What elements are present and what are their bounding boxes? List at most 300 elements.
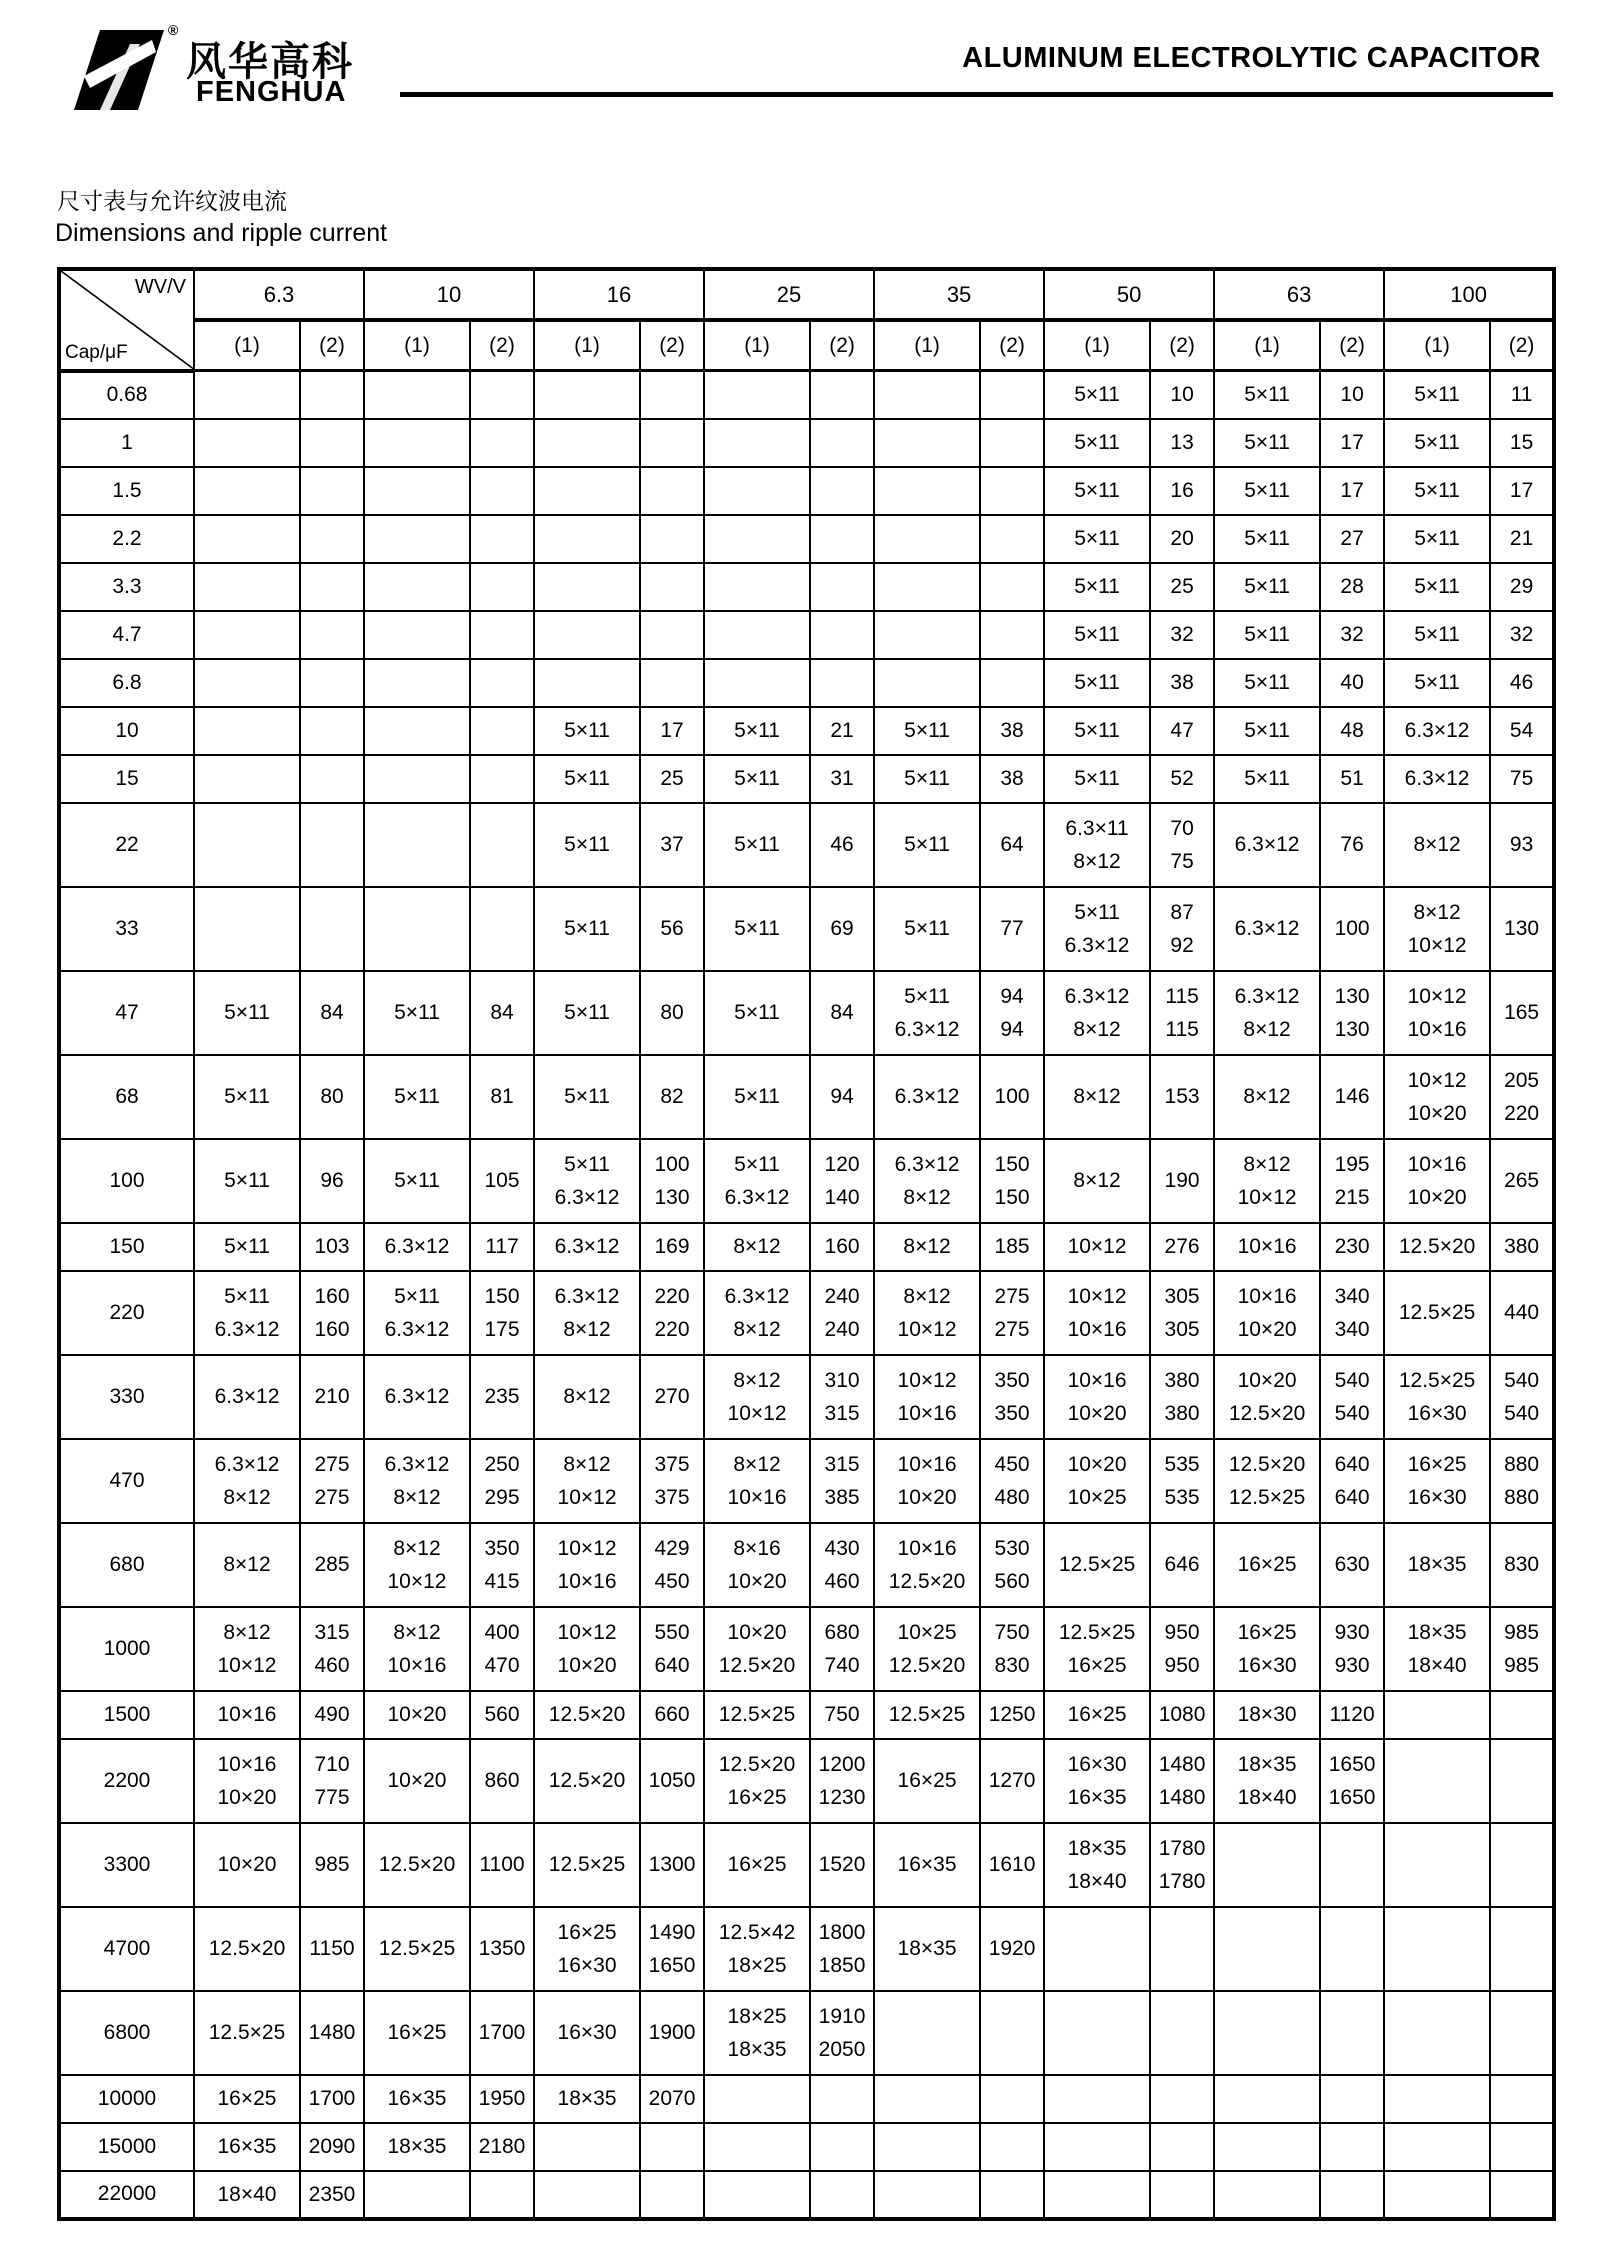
capacitance-value: 1.5 <box>59 467 194 515</box>
size-cell: 5×11 <box>1384 659 1490 707</box>
size-cell: 10×16 10×20 <box>194 1739 300 1823</box>
size-cell <box>1384 1991 1490 2075</box>
table-row <box>59 659 1554 707</box>
size-cell <box>874 515 980 563</box>
ripple-cell <box>980 2075 1044 2123</box>
voltage-header-row <box>59 269 1554 320</box>
size-cell: 16×30 16×35 <box>1044 1739 1150 1823</box>
ripple-cell: 87 92 <box>1150 887 1214 971</box>
size-cell: 6.3×12 8×12 <box>704 1271 810 1355</box>
size-cell <box>534 659 640 707</box>
subheader-ripple: (2) <box>980 320 1044 371</box>
ripple-cell <box>980 1991 1044 2075</box>
table-row <box>59 563 1554 611</box>
capacitance-value: 22000 <box>59 2171 194 2219</box>
ripple-cell: 77 <box>980 887 1044 971</box>
size-cell <box>364 755 470 803</box>
ripple-cell: 48 <box>1320 707 1384 755</box>
ripple-cell: 220 220 <box>640 1271 704 1355</box>
size-cell <box>874 2171 980 2219</box>
subheader-ripple: (2) <box>300 320 364 371</box>
table-row <box>59 419 1554 467</box>
ripple-cell <box>470 2171 534 2219</box>
document-title: ALUMINUM ELECTROLYTIC CAPACITOR <box>962 42 1541 74</box>
ripple-cell: 930 930 <box>1320 1607 1384 1691</box>
size-cell <box>534 419 640 467</box>
table-row <box>59 1523 1554 1607</box>
size-cell: 10×12 <box>1044 1223 1150 1271</box>
size-cell: 8×12 10×12 <box>704 1355 810 1439</box>
size-cell <box>874 419 980 467</box>
size-cell <box>194 467 300 515</box>
ripple-cell: 1050 <box>640 1739 704 1823</box>
size-cell <box>704 419 810 467</box>
size-cell: 8×12 <box>534 1355 640 1439</box>
ripple-cell: 440 <box>1490 1271 1554 1355</box>
ripple-cell: 80 <box>300 1055 364 1139</box>
ripple-cell: 1800 1850 <box>810 1907 874 1991</box>
ripple-cell <box>300 467 364 515</box>
size-cell: 16×25 16×30 <box>1214 1607 1320 1691</box>
ripple-cell <box>980 2123 1044 2171</box>
size-cell: 16×25 <box>364 1991 470 2075</box>
size-cell: 5×11 6.3×12 <box>874 971 980 1055</box>
size-cell: 5×11 <box>1214 611 1320 659</box>
table-row <box>59 707 1554 755</box>
size-cell: 6.3×12 8×12 <box>194 1439 300 1523</box>
ripple-cell <box>1150 2123 1214 2171</box>
size-cell: 5×11 6.3×12 <box>1044 887 1150 971</box>
capacitance-value: 4700 <box>59 1907 194 1991</box>
size-cell: 16×25 16×30 <box>1384 1439 1490 1523</box>
ripple-cell: 250 295 <box>470 1439 534 1523</box>
ripple-cell: 17 <box>1320 419 1384 467</box>
size-cell: 6.3×12 <box>1214 887 1320 971</box>
size-cell <box>704 659 810 707</box>
capacitance-value: 150 <box>59 1223 194 1271</box>
ripple-cell: 93 <box>1490 803 1554 887</box>
ripple-cell <box>640 419 704 467</box>
ripple-cell: 235 <box>470 1355 534 1439</box>
ripple-cell <box>980 371 1044 419</box>
ripple-cell <box>980 515 1044 563</box>
size-cell: 5×11 <box>1044 755 1150 803</box>
size-cell: 12.5×25 <box>874 1691 980 1739</box>
ripple-cell <box>470 419 534 467</box>
subheader-size: (1) <box>364 320 470 371</box>
registered-trademark-icon: ® <box>168 22 179 38</box>
size-cell: 5×11 <box>534 971 640 1055</box>
size-cell: 5×11 <box>534 755 640 803</box>
ripple-cell: 105 <box>470 1139 534 1223</box>
section-title-chinese: 尺寸表与允许纹波电流 <box>57 188 287 214</box>
size-cell: 12.5×20 <box>364 1823 470 1907</box>
ripple-cell <box>300 707 364 755</box>
voltage-header-63v: 63 <box>1214 269 1384 320</box>
ripple-cell <box>640 2171 704 2219</box>
size-cell: 5×11 <box>534 887 640 971</box>
ripple-cell <box>1150 2171 1214 2219</box>
subheader-size: (1) <box>534 320 640 371</box>
size-cell <box>874 1991 980 2075</box>
ripple-cell: 285 <box>300 1523 364 1607</box>
table-row <box>59 371 1554 419</box>
size-cell: 5×11 <box>534 707 640 755</box>
ripple-cell: 20 <box>1150 515 1214 563</box>
size-cell <box>364 659 470 707</box>
size-cell <box>364 419 470 467</box>
size-cell <box>1214 2171 1320 2219</box>
ripple-cell: 15 <box>1490 419 1554 467</box>
ripple-cell <box>300 563 364 611</box>
size-cell: 18×35 18×40 <box>1214 1739 1320 1823</box>
size-cell: 12.5×20 16×25 <box>704 1739 810 1823</box>
size-cell: 8×12 10×12 <box>874 1271 980 1355</box>
ripple-cell: 1270 <box>980 1739 1044 1823</box>
ripple-cell: 40 <box>1320 659 1384 707</box>
ripple-cell <box>980 611 1044 659</box>
size-cell <box>534 2123 640 2171</box>
size-cell: 12.5×25 16×25 <box>1044 1607 1150 1691</box>
ripple-cell: 985 985 <box>1490 1607 1554 1691</box>
size-cell <box>704 611 810 659</box>
size-cell: 12.5×25 16×30 <box>1384 1355 1490 1439</box>
size-cell: 16×35 <box>874 1823 980 1907</box>
size-cell <box>874 563 980 611</box>
size-cell: 6.3×12 <box>194 1355 300 1439</box>
size-cell <box>364 2171 470 2219</box>
size-cell: 5×11 6.3×12 <box>704 1139 810 1223</box>
size-cell: 8×12 <box>194 1523 300 1607</box>
capacitance-value: 1000 <box>59 1607 194 1691</box>
ripple-cell: 660 <box>640 1691 704 1739</box>
size-cell: 10×12 10×20 <box>1384 1055 1490 1139</box>
size-cell: 8×12 <box>704 1223 810 1271</box>
capacitance-value: 2200 <box>59 1739 194 1823</box>
ripple-cell: 1120 <box>1320 1691 1384 1739</box>
ripple-cell: 1100 <box>470 1823 534 1907</box>
ripple-cell <box>640 611 704 659</box>
ripple-cell: 380 <box>1490 1223 1554 1271</box>
ripple-cell: 190 <box>1150 1139 1214 1223</box>
table-row <box>59 971 1554 1055</box>
size-cell: 6.3×12 <box>1384 707 1490 755</box>
size-cell: 18×35 <box>874 1907 980 1991</box>
ripple-cell: 490 <box>300 1691 364 1739</box>
size-cell: 16×25 16×30 <box>534 1907 640 1991</box>
size-cell: 5×11 <box>1044 419 1150 467</box>
ripple-cell <box>1150 2075 1214 2123</box>
ripple-cell: 400 470 <box>470 1607 534 1691</box>
size-cell: 18×35 <box>1384 1523 1490 1607</box>
ripple-cell: 240 240 <box>810 1271 874 1355</box>
size-cell <box>704 2123 810 2171</box>
capacitance-value: 10 <box>59 707 194 755</box>
voltage-header-16v: 16 <box>534 269 704 320</box>
ripple-cell <box>1490 2123 1554 2171</box>
ripple-cell <box>1320 1991 1384 2075</box>
size-cell: 5×11 <box>874 803 980 887</box>
ripple-cell: 860 <box>470 1739 534 1823</box>
brand-name-chinese: 风华高科 <box>186 40 354 84</box>
ripple-cell <box>470 803 534 887</box>
ripple-cell <box>300 419 364 467</box>
size-cell: 10×16 <box>194 1691 300 1739</box>
size-cell: 5×11 <box>704 1055 810 1139</box>
size-cell: 12.5×25 <box>704 1691 810 1739</box>
size-cell: 16×25 <box>1044 1691 1150 1739</box>
size-cell: 5×11 <box>874 887 980 971</box>
capacitance-value: 0.68 <box>59 371 194 419</box>
size-cell: 12.5×25 <box>534 1823 640 1907</box>
ripple-cell <box>1320 1823 1384 1907</box>
ripple-cell: 80 <box>640 971 704 1055</box>
ripple-cell: 17 <box>640 707 704 755</box>
ripple-cell: 17 <box>1320 467 1384 515</box>
size-cell: 18×35 <box>534 2075 640 2123</box>
capacitance-value: 1500 <box>59 1691 194 1739</box>
subheader-size: (1) <box>874 320 980 371</box>
ripple-cell <box>1490 1907 1554 1991</box>
size-cell: 5×11 <box>874 707 980 755</box>
size-cell <box>1044 2171 1150 2219</box>
ripple-cell: 640 640 <box>1320 1439 1384 1523</box>
subheader-ripple: (2) <box>640 320 704 371</box>
size-cell: 16×35 <box>194 2123 300 2171</box>
size-cell <box>1384 2171 1490 2219</box>
size-cell <box>364 371 470 419</box>
size-cell: 8×12 10×16 <box>704 1439 810 1523</box>
size-cell: 10×20 12.5×20 <box>704 1607 810 1691</box>
ripple-cell <box>300 515 364 563</box>
capacitance-value: 3.3 <box>59 563 194 611</box>
ripple-cell: 880 880 <box>1490 1439 1554 1523</box>
table-row <box>59 515 1554 563</box>
ripple-cell <box>1320 1907 1384 1991</box>
size-cell: 5×11 <box>194 1223 300 1271</box>
ripple-cell: 1610 <box>980 1823 1044 1907</box>
ripple-cell: 31 <box>810 755 874 803</box>
ripple-cell: 21 <box>1490 515 1554 563</box>
table-row <box>59 1907 1554 1991</box>
table-row <box>59 887 1554 971</box>
size-cell: 5×11 <box>1384 371 1490 419</box>
size-cell <box>194 563 300 611</box>
table-row <box>59 1739 1554 1823</box>
size-cell <box>364 887 470 971</box>
subheader-size: (1) <box>194 320 300 371</box>
table-body <box>59 371 1554 2219</box>
size-cell <box>874 467 980 515</box>
subheader-ripple: (2) <box>810 320 874 371</box>
capacitance-value: 2.2 <box>59 515 194 563</box>
ripple-cell <box>1320 2123 1384 2171</box>
ripple-cell: 315 460 <box>300 1607 364 1691</box>
size-cell: 5×11 <box>1384 467 1490 515</box>
ripple-cell: 375 375 <box>640 1439 704 1523</box>
ripple-cell: 54 <box>1490 707 1554 755</box>
size-cell <box>194 515 300 563</box>
ripple-cell <box>980 2171 1044 2219</box>
ripple-cell: 153 <box>1150 1055 1214 1139</box>
size-cell: 5×11 <box>1214 707 1320 755</box>
ripple-cell <box>810 371 874 419</box>
size-cell <box>1384 1691 1490 1739</box>
size-cell <box>874 611 980 659</box>
ripple-cell: 82 <box>640 1055 704 1139</box>
size-cell: 10×20 10×25 <box>1044 1439 1150 1523</box>
size-cell: 8×12 <box>874 1223 980 1271</box>
size-cell <box>194 371 300 419</box>
size-cell: 8×12 <box>1214 1055 1320 1139</box>
size-cell: 8×12 10×12 <box>534 1439 640 1523</box>
ripple-cell <box>1490 1823 1554 1907</box>
size-cell <box>874 659 980 707</box>
size-cell: 6.3×12 <box>534 1223 640 1271</box>
size-cell <box>364 611 470 659</box>
size-cell: 6.3×11 8×12 <box>1044 803 1150 887</box>
ripple-cell: 2180 <box>470 2123 534 2171</box>
ripple-cell <box>300 887 364 971</box>
size-cell: 10×12 10×16 <box>1044 1271 1150 1355</box>
capacitance-value: 3300 <box>59 1823 194 1907</box>
size-cell <box>1384 2075 1490 2123</box>
ripple-cell: 160 <box>810 1223 874 1271</box>
size-cell: 5×11 <box>1384 515 1490 563</box>
size-cell: 18×40 <box>194 2171 300 2219</box>
size-cell <box>364 563 470 611</box>
size-cell: 18×25 18×35 <box>704 1991 810 2075</box>
size-cell <box>534 467 640 515</box>
capacitance-value: 100 <box>59 1139 194 1223</box>
ripple-cell <box>1320 2171 1384 2219</box>
size-cell: 5×11 <box>704 887 810 971</box>
ripple-cell: 1250 <box>980 1691 1044 1739</box>
ripple-cell: 680 740 <box>810 1607 874 1691</box>
ripple-cell <box>300 371 364 419</box>
ripple-cell: 1520 <box>810 1823 874 1907</box>
capacitance-value: 330 <box>59 1355 194 1439</box>
size-cell: 5×11 <box>1044 467 1150 515</box>
size-cell <box>194 419 300 467</box>
ripple-cell <box>1490 2171 1554 2219</box>
subheader-size: (1) <box>1384 320 1490 371</box>
size-cell <box>194 707 300 755</box>
ripple-cell: 205 220 <box>1490 1055 1554 1139</box>
ripple-cell: 985 <box>300 1823 364 1907</box>
ripple-cell <box>640 515 704 563</box>
voltage-header-25v: 25 <box>704 269 874 320</box>
ripple-cell: 84 <box>810 971 874 1055</box>
ripple-cell: 32 <box>1320 611 1384 659</box>
ripple-cell: 2090 <box>300 2123 364 2171</box>
ripple-cell: 64 <box>980 803 1044 887</box>
size-cell: 12.5×20 12.5×25 <box>1214 1439 1320 1523</box>
ripple-cell: 830 <box>1490 1523 1554 1607</box>
table-row <box>59 1055 1554 1139</box>
ripple-cell <box>980 419 1044 467</box>
size-cell: 10×12 10×16 <box>1384 971 1490 1055</box>
ripple-cell: 1780 1780 <box>1150 1823 1214 1907</box>
ripple-cell: 52 <box>1150 755 1214 803</box>
ripple-cell <box>1490 1691 1554 1739</box>
ripple-cell: 1200 1230 <box>810 1739 874 1823</box>
table-row <box>59 1607 1554 1691</box>
ripple-cell <box>470 659 534 707</box>
subheader-ripple: (2) <box>470 320 534 371</box>
ripple-cell: 17 <box>1490 467 1554 515</box>
size-cell: 5×11 <box>1044 371 1150 419</box>
ripple-cell: 210 <box>300 1355 364 1439</box>
ripple-cell: 150 150 <box>980 1139 1044 1223</box>
ripple-cell: 185 <box>980 1223 1044 1271</box>
ripple-cell <box>1150 1991 1214 2075</box>
size-cell <box>534 371 640 419</box>
ripple-cell: 195 215 <box>1320 1139 1384 1223</box>
size-cell: 5×11 <box>1044 563 1150 611</box>
size-cell <box>194 611 300 659</box>
ripple-cell: 380 380 <box>1150 1355 1214 1439</box>
capacitance-value: 15000 <box>59 2123 194 2171</box>
size-cell: 6.3×12 <box>1214 803 1320 887</box>
ripple-cell: 150 175 <box>470 1271 534 1355</box>
size-cell: 12.5×25 <box>194 1991 300 2075</box>
corner-capacitance-label: Cap/μF <box>65 341 128 363</box>
table-row <box>59 2123 1554 2171</box>
ripple-cell: 94 <box>810 1055 874 1139</box>
table-row <box>59 611 1554 659</box>
capacitance-value: 6800 <box>59 1991 194 2075</box>
capacitance-value: 6.8 <box>59 659 194 707</box>
size-cell: 10×16 10×20 <box>1384 1139 1490 1223</box>
table-row <box>59 803 1554 887</box>
ripple-cell: 340 340 <box>1320 1271 1384 1355</box>
ripple-cell: 750 <box>810 1691 874 1739</box>
ripple-cell: 315 385 <box>810 1439 874 1523</box>
capacitance-value: 68 <box>59 1055 194 1139</box>
ripple-cell <box>810 419 874 467</box>
ripple-cell <box>470 371 534 419</box>
size-cell: 8×12 10×12 <box>364 1523 470 1607</box>
size-cell: 10×20 <box>364 1691 470 1739</box>
size-cell: 16×25 <box>194 2075 300 2123</box>
size-cell: 5×11 <box>364 971 470 1055</box>
table-row <box>59 1223 1554 1271</box>
size-cell: 5×11 <box>1214 467 1320 515</box>
ripple-cell: 1300 <box>640 1823 704 1907</box>
size-cell: 18×35 18×40 <box>1044 1823 1150 1907</box>
ripple-cell <box>300 611 364 659</box>
table-row <box>59 1991 1554 2075</box>
size-cell: 5×11 <box>1214 371 1320 419</box>
size-cell: 10×20 <box>194 1823 300 1907</box>
ripple-cell: 27 <box>1320 515 1384 563</box>
size-cell: 5×11 <box>704 971 810 1055</box>
size-cell: 10×12 10×16 <box>874 1355 980 1439</box>
size-cell <box>364 707 470 755</box>
size-cell: 12.5×25 <box>1384 1271 1490 1355</box>
ripple-cell <box>1320 2075 1384 2123</box>
ripple-cell: 535 535 <box>1150 1439 1214 1523</box>
capacitance-value: 220 <box>59 1271 194 1355</box>
size-cell: 5×11 <box>1044 659 1150 707</box>
subheader-size: (1) <box>704 320 810 371</box>
size-cell: 5×11 <box>364 1055 470 1139</box>
ripple-cell <box>640 371 704 419</box>
ripple-cell <box>1490 1739 1554 1823</box>
size-cell: 5×11 <box>704 755 810 803</box>
size-cell: 6.3×12 <box>364 1223 470 1271</box>
